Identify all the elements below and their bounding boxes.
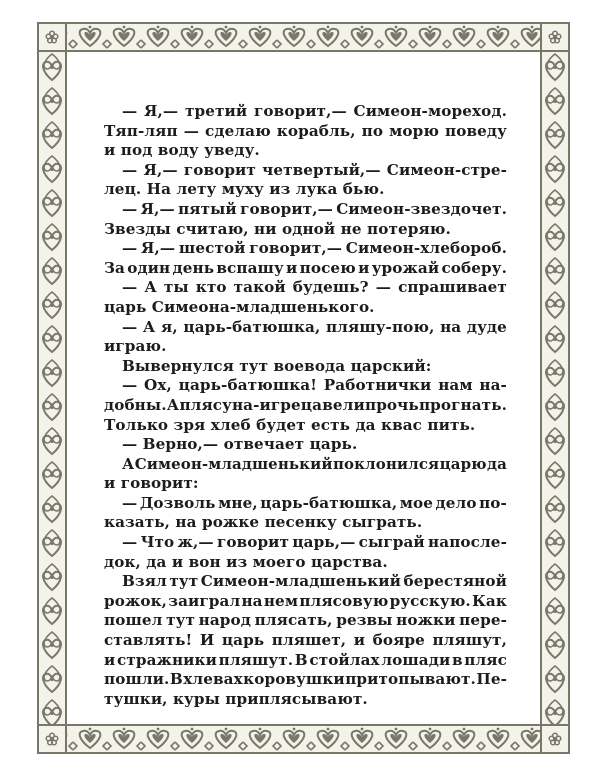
word: стражники xyxy=(117,650,217,669)
word: соберу. xyxy=(441,258,507,277)
word: вспашу xyxy=(216,258,284,277)
word: бояре xyxy=(372,631,425,650)
heart-pattern-icon xyxy=(39,50,65,726)
text-line xyxy=(104,670,507,690)
word: на- xyxy=(479,376,507,395)
word: стойлах xyxy=(309,650,380,669)
word: дело xyxy=(435,493,477,512)
text-line: Вывернулся тут воевода царский: xyxy=(122,356,432,375)
word: народ xyxy=(198,611,251,630)
word: рожок, xyxy=(104,591,168,610)
word: царь-батюшка, xyxy=(260,493,398,512)
word: резвы xyxy=(336,611,393,630)
word: такой xyxy=(233,278,286,297)
corner-flower-icon xyxy=(540,724,568,752)
text-line xyxy=(104,592,507,612)
text-line: тушки, куры приплясывают. xyxy=(104,689,368,708)
word: посею xyxy=(299,258,356,277)
word: один xyxy=(127,258,171,277)
word: добны. xyxy=(104,395,167,414)
word: ж,— xyxy=(177,533,214,552)
word: Что xyxy=(140,533,175,552)
word: плясуна-игреца xyxy=(179,395,323,414)
text-line: и под воду уведу. xyxy=(104,141,260,160)
word: пошел xyxy=(104,611,163,630)
word: поведу xyxy=(445,121,507,140)
word: Симеон-стре- xyxy=(386,160,507,179)
word: А xyxy=(166,395,180,414)
text-line: Звезды считаю, ни одной не потеряю. xyxy=(104,219,451,238)
word: напосле- xyxy=(428,533,507,552)
word: — xyxy=(122,317,138,336)
text-line xyxy=(104,122,507,142)
word: в xyxy=(451,650,463,669)
word: берестяной xyxy=(403,572,507,591)
corner-flower-icon xyxy=(39,24,67,52)
word: дуде xyxy=(466,317,507,336)
word: — xyxy=(122,102,138,120)
word: и xyxy=(353,631,366,650)
text-line xyxy=(104,533,507,553)
word: царь-батюшка, xyxy=(183,317,321,336)
word: Симеон-мореход. xyxy=(353,102,507,120)
text-line xyxy=(104,200,507,220)
word: А xyxy=(144,278,157,297)
word: тут xyxy=(169,572,199,591)
word: нам xyxy=(438,376,473,395)
word: пляшут. xyxy=(218,650,294,669)
word: я, xyxy=(161,317,178,336)
word: — xyxy=(122,239,138,258)
word: — xyxy=(122,199,138,218)
word: царь-батюшка! xyxy=(178,376,318,395)
story-text xyxy=(104,102,507,709)
word: И xyxy=(199,631,215,650)
word: А xyxy=(142,317,156,336)
text-line xyxy=(104,494,507,514)
word: За xyxy=(104,258,125,277)
text-line: док, да и вон из моего царства. xyxy=(104,552,388,571)
word: день xyxy=(172,258,215,277)
word: спрашивает xyxy=(398,278,507,297)
word: — xyxy=(375,278,392,297)
word: царю xyxy=(439,454,487,473)
word: сделаю xyxy=(205,121,271,140)
word: пляшут, xyxy=(432,631,507,650)
text-line xyxy=(104,572,507,592)
word: говорит,— xyxy=(240,199,333,218)
text-line xyxy=(104,651,507,671)
word: пошли. xyxy=(104,670,170,689)
word: царь,— xyxy=(292,533,356,552)
word: — xyxy=(122,160,138,179)
word: плясовую xyxy=(299,591,389,610)
border-bottom-ornament xyxy=(39,724,568,752)
word: пере- xyxy=(459,611,507,630)
text-line xyxy=(104,396,507,416)
word: В xyxy=(294,650,308,669)
word: по xyxy=(361,121,384,140)
text-line xyxy=(104,161,507,181)
text-line xyxy=(104,278,507,298)
word: царь xyxy=(221,631,265,650)
word: пляшет, xyxy=(271,631,347,650)
text-line: царь Симеона-младшенького. xyxy=(104,297,375,316)
word: нем xyxy=(263,591,299,610)
word: и xyxy=(286,258,298,277)
word: и xyxy=(358,258,370,277)
word: плясать, xyxy=(254,611,333,630)
border-left-ornament xyxy=(39,50,67,726)
word: Я,— xyxy=(143,160,178,179)
word: по- xyxy=(479,493,507,512)
text-line: лец. На лету муху из лука бью. xyxy=(104,180,385,199)
word: пляшу-пою, xyxy=(325,317,435,336)
text-line xyxy=(104,102,507,122)
word: четвертый,— xyxy=(262,160,381,179)
word: прочь xyxy=(364,395,419,414)
heart-pattern-icon xyxy=(542,50,568,726)
word: Симеон-звездочет. xyxy=(336,199,507,218)
text-line: Только зря хлеб будет есть да квас пить. xyxy=(104,415,476,434)
text-line xyxy=(104,239,507,259)
word: коровушки xyxy=(243,670,345,689)
text-line: — Верно,— отвечает царь. xyxy=(122,435,358,454)
word: — xyxy=(122,278,138,297)
word: — xyxy=(122,376,138,395)
word: Я,— xyxy=(140,199,175,218)
corner-flower-icon xyxy=(540,24,568,52)
text-line xyxy=(104,631,507,651)
word: Взял xyxy=(122,572,167,591)
word: тут xyxy=(166,611,195,630)
heart-pattern-icon xyxy=(39,726,568,752)
word: говорит xyxy=(183,160,256,179)
word: на xyxy=(440,317,462,336)
word: на xyxy=(241,591,263,610)
word: говорит,— xyxy=(249,239,343,258)
word: Ох, xyxy=(144,376,172,395)
word: — xyxy=(122,533,138,552)
word: морю xyxy=(389,121,439,140)
text-line: и говорит: xyxy=(104,474,199,493)
word: лошади xyxy=(381,650,451,669)
word: Как xyxy=(472,591,507,610)
word: Я,— xyxy=(144,102,179,120)
word: будешь? xyxy=(292,278,369,297)
word: сыграй xyxy=(358,533,425,552)
word: третий xyxy=(184,102,248,120)
text-line: казать, на рожке песенку сыграть. xyxy=(104,513,423,532)
word: Симеон-младшенький xyxy=(134,454,333,473)
word: русскую. xyxy=(389,591,471,610)
word: ножки xyxy=(396,611,456,630)
border-top-ornament xyxy=(39,24,568,52)
word: В xyxy=(169,670,183,689)
word: Я,— xyxy=(141,239,176,258)
word: прогнать. xyxy=(418,395,507,414)
word: хлевах xyxy=(183,670,243,689)
text-line xyxy=(104,376,507,396)
word: и xyxy=(104,650,116,669)
word: мое xyxy=(399,493,434,512)
word: Симеон-младшенький xyxy=(200,572,402,591)
text-line xyxy=(104,611,507,631)
word: урожай xyxy=(371,258,440,277)
word: — xyxy=(183,121,199,140)
word: говорит,— xyxy=(253,102,347,120)
word: вели xyxy=(322,395,365,414)
word: — xyxy=(122,493,138,512)
corner-flower-icon xyxy=(39,724,67,752)
word: Тяп-ляп xyxy=(104,121,178,140)
word: пляс xyxy=(464,650,507,669)
heart-pattern-icon xyxy=(39,24,568,50)
word: кто xyxy=(195,278,227,297)
border-right-ornament xyxy=(540,50,568,726)
word: притопывают. xyxy=(345,670,476,689)
word: поклонился xyxy=(332,454,440,473)
word: мне, xyxy=(218,493,258,512)
word: говорит xyxy=(216,533,290,552)
word: шестой xyxy=(178,239,246,258)
word: пятый xyxy=(178,199,237,218)
text-line xyxy=(104,259,507,279)
word: да xyxy=(487,454,507,473)
word: ставлять! xyxy=(104,631,193,650)
word: Работнички xyxy=(323,376,432,395)
word: заиграл xyxy=(168,591,241,610)
word: ты xyxy=(163,278,189,297)
word: Симеон-хлебороб. xyxy=(345,239,507,258)
word: А xyxy=(122,454,135,473)
text-line xyxy=(104,455,507,475)
text-line: играю. xyxy=(104,337,167,356)
text-line xyxy=(104,318,507,338)
word: Дозволь xyxy=(139,493,216,512)
word: корабль, xyxy=(276,121,356,140)
word: Пе- xyxy=(476,670,507,689)
